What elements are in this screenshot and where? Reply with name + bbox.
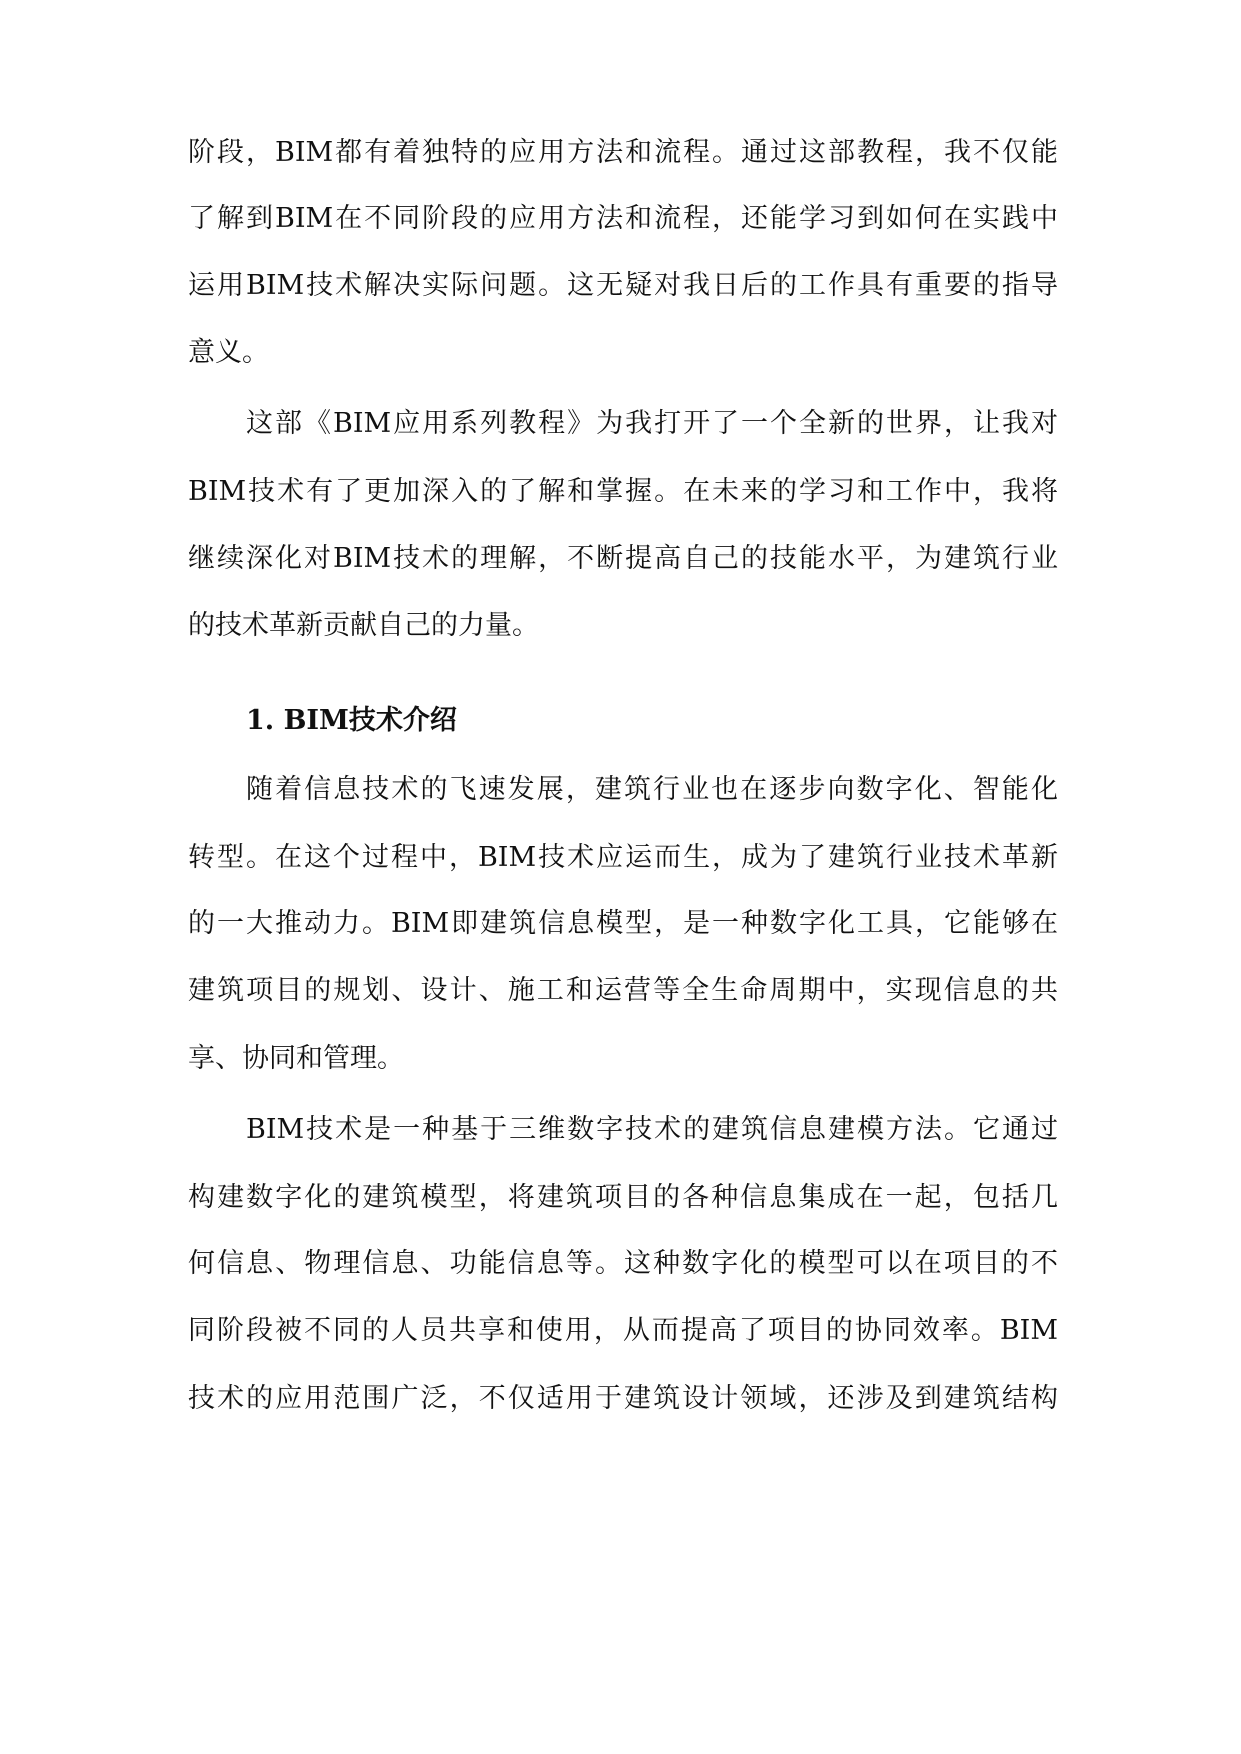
paragraph-2-line-1: 这部《BIM应用系列教程》为我打开了一个全新的世界，让我对	[246, 408, 1058, 439]
paragraph-2-line-3: 继续深化对BIM技术的理解，不断提高自己的技能水平，为建筑行业	[188, 543, 1058, 574]
paragraph-3-line-4: 建筑项目的规划、设计、施工和运营等全生命周期中，实现信息的共	[188, 975, 1058, 1006]
section-heading-1: 1. BIM技术介绍	[246, 705, 457, 736]
paragraph-4-line-1: BIM技术是一种基于三维数字技术的建筑信息建模方法。它通过	[246, 1114, 1058, 1145]
paragraph-3-line-3: 的一大推动力。BIM即建筑信息模型，是一种数字化工具，它能够在	[188, 908, 1058, 939]
paragraph-4-line-3: 何信息、物理信息、功能信息等。这种数字化的模型可以在项目的不	[188, 1248, 1058, 1279]
paragraph-3-line-2: 转型。在这个过程中，BIM技术应运而生，成为了建筑行业技术革新	[188, 842, 1058, 873]
paragraph-4-line-5: 技术的应用范围广泛，不仅适用于建筑设计领域，还涉及到建筑结构	[188, 1383, 1058, 1414]
paragraph-1-line-2: 了解到BIM在不同阶段的应用方法和流程，还能学习到如何在实践中	[188, 203, 1058, 234]
paragraph-4-line-2: 构建数字化的建筑模型，将建筑项目的各种信息集成在一起，包括几	[188, 1182, 1058, 1213]
paragraph-3-line-5: 享、协同和管理。	[188, 1043, 404, 1074]
paragraph-2-line-4: 的技术革新贡献自己的力量。	[188, 610, 539, 641]
paragraph-3-line-1: 随着信息技术的飞速发展，建筑行业也在逐步向数字化、智能化	[246, 774, 1058, 805]
paragraph-2-line-2: BIM技术有了更加深入的了解和掌握。在未来的学习和工作中，我将	[188, 476, 1058, 507]
paragraph-1-line-1: 阶段，BIM都有着独特的应用方法和流程。通过这部教程，我不仅能	[188, 137, 1058, 168]
paragraph-4-line-4: 同阶段被不同的人员共享和使用，从而提高了项目的协同效率。BIM	[188, 1315, 1058, 1346]
paragraph-1-line-4: 意义。	[188, 337, 269, 368]
paragraph-1-line-3: 运用BIM技术解决实际问题。这无疑对我日后的工作具有重要的指导	[188, 270, 1058, 301]
